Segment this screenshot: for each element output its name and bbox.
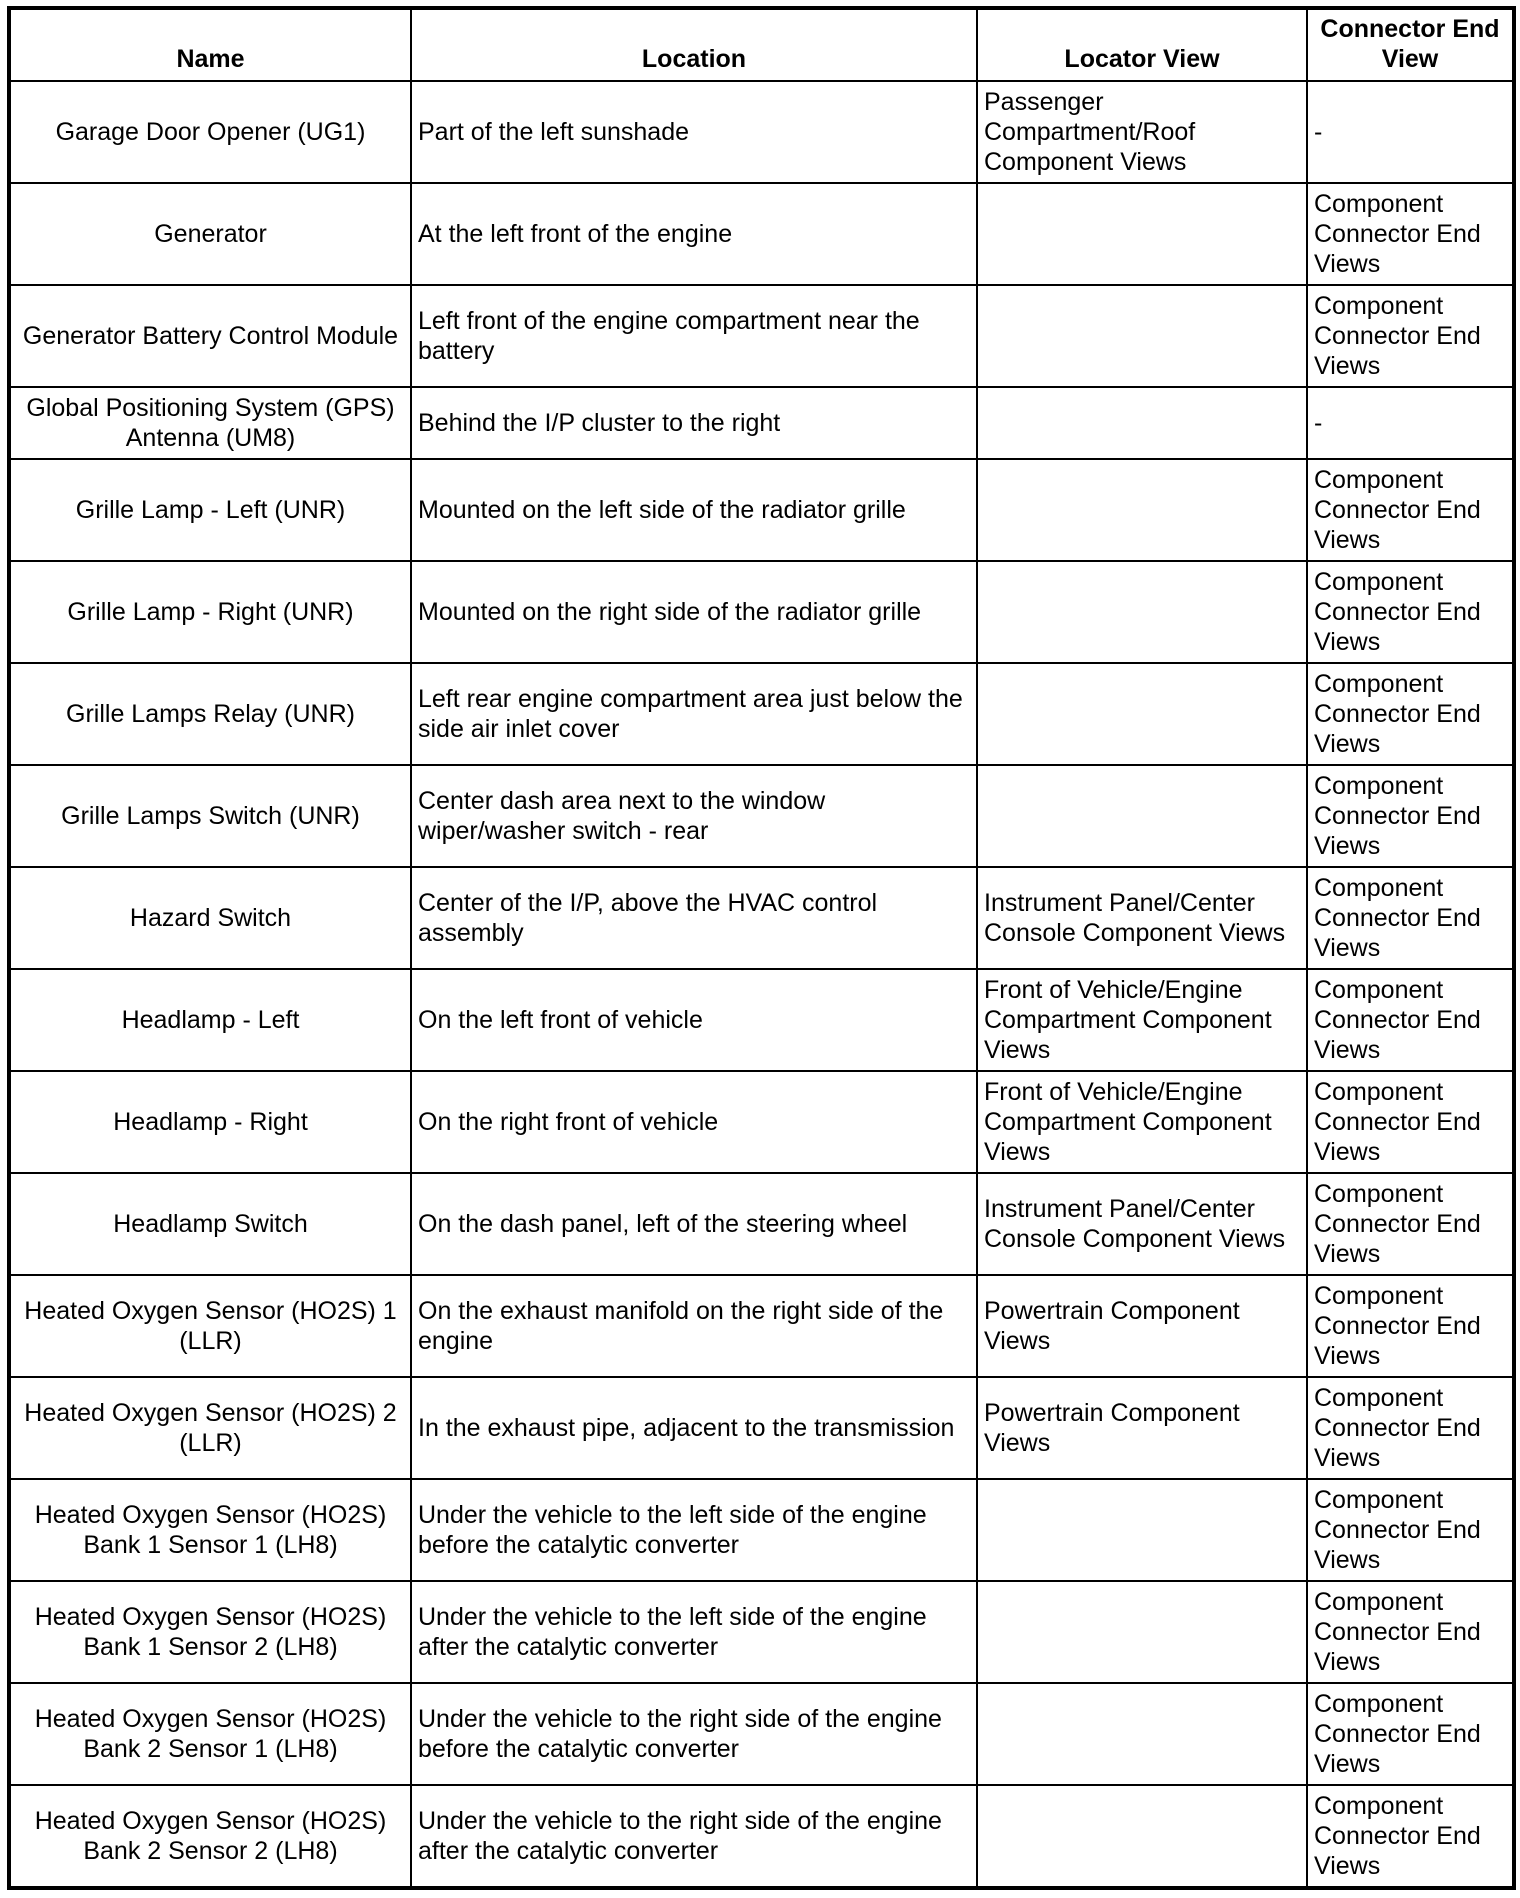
cell-locator-view (977, 765, 1307, 867)
cell-connector-end-view: Component Connector End Views (1307, 867, 1514, 969)
cell-location: Mounted on the left side of the radiator grille (411, 459, 977, 561)
table-row (9, 1785, 1514, 1888)
cell-locator-view: Passenger Compartment/Roof Component Views (977, 81, 1307, 183)
table-row (9, 285, 1514, 387)
cell-location: Mounted on the right side of the radiator grille (411, 561, 977, 663)
cell-locator-view: Powertrain Component Views (977, 1275, 1307, 1377)
cell-name: Grille Lamp - Right (UNR) (9, 561, 411, 663)
cell-locator-view: Front of Vehicle/Engine Compartment Component Views (977, 969, 1307, 1071)
cell-name: Grille Lamps Switch (UNR) (9, 765, 411, 867)
cell-connector-end-view: Component Connector End Views (1307, 1581, 1514, 1683)
table-row (9, 1173, 1514, 1275)
cell-connector-end-view: - (1307, 387, 1514, 459)
cell-connector-end-view: Component Connector End Views (1307, 1785, 1514, 1888)
cell-name: Heated Oxygen Sensor (HO2S) 2 (LLR) (9, 1377, 411, 1479)
table-row (9, 969, 1514, 1071)
cell-connector-end-view: Component Connector End Views (1307, 1173, 1514, 1275)
cell-connector-end-view: Component Connector End Views (1307, 1275, 1514, 1377)
cell-locator-view: Instrument Panel/Center Console Component Views (977, 867, 1307, 969)
cell-location: Left front of the engine compartment near the battery (411, 285, 977, 387)
table-row (9, 765, 1514, 867)
cell-connector-end-view: Component Connector End Views (1307, 1071, 1514, 1173)
cell-location: Under the vehicle to the right side of the engine after the catalytic converter (411, 1785, 977, 1888)
cell-name: Generator (9, 183, 411, 285)
table-row (9, 387, 1514, 459)
cell-locator-view: Instrument Panel/Center Console Component Views (977, 1173, 1307, 1275)
cell-name: Headlamp - Left (9, 969, 411, 1071)
cell-location: Under the vehicle to the right side of the engine before the catalytic converter (411, 1683, 977, 1785)
cell-location: Behind the I/P cluster to the right (411, 387, 977, 459)
cell-locator-view (977, 1479, 1307, 1581)
cell-location: On the dash panel, left of the steering wheel (411, 1173, 977, 1275)
cell-locator-view (977, 1581, 1307, 1683)
cell-location: On the exhaust manifold on the right side of the engine (411, 1275, 977, 1377)
table-row (9, 663, 1514, 765)
cell-name: Global Positioning System (GPS) Antenna (UM8) (9, 387, 411, 459)
cell-connector-end-view: - (1307, 81, 1514, 183)
header-locator-view: Locator View (977, 8, 1307, 81)
cell-locator-view (977, 663, 1307, 765)
cell-connector-end-view: Component Connector End Views (1307, 285, 1514, 387)
component-locator-table (7, 6, 1516, 1890)
table-row (9, 459, 1514, 561)
cell-location: Center dash area next to the window wiper/washer switch - rear (411, 765, 977, 867)
cell-connector-end-view: Component Connector End Views (1307, 1377, 1514, 1479)
cell-name: Heated Oxygen Sensor (HO2S) Bank 2 Sensor 2 (LH8) (9, 1785, 411, 1888)
table-row (9, 81, 1514, 183)
cell-name: Hazard Switch (9, 867, 411, 969)
cell-location: Left rear engine compartment area just below the side air inlet cover (411, 663, 977, 765)
cell-name: Heated Oxygen Sensor (HO2S) 1 (LLR) (9, 1275, 411, 1377)
cell-name: Heated Oxygen Sensor (HO2S) Bank 2 Sensor 1 (LH8) (9, 1683, 411, 1785)
cell-connector-end-view: Component Connector End Views (1307, 561, 1514, 663)
cell-locator-view (977, 387, 1307, 459)
table-row (9, 1581, 1514, 1683)
cell-name: Grille Lamp - Left (UNR) (9, 459, 411, 561)
cell-connector-end-view: Component Connector End Views (1307, 183, 1514, 285)
cell-location: Under the vehicle to the left side of the engine before the catalytic converter (411, 1479, 977, 1581)
cell-name: Heated Oxygen Sensor (HO2S) Bank 1 Sensor 1 (LH8) (9, 1479, 411, 1581)
table-row (9, 561, 1514, 663)
cell-locator-view (977, 285, 1307, 387)
cell-locator-view (977, 459, 1307, 561)
table-row (9, 867, 1514, 969)
cell-connector-end-view: Component Connector End Views (1307, 765, 1514, 867)
cell-name: Generator Battery Control Module (9, 285, 411, 387)
header-location: Location (411, 8, 977, 81)
cell-location: Center of the I/P, above the HVAC control assembly (411, 867, 977, 969)
table-row (9, 1377, 1514, 1479)
cell-location: On the right front of vehicle (411, 1071, 977, 1173)
cell-name: Grille Lamps Relay (UNR) (9, 663, 411, 765)
cell-name: Headlamp Switch (9, 1173, 411, 1275)
cell-connector-end-view: Component Connector End Views (1307, 1479, 1514, 1581)
cell-location: At the left front of the engine (411, 183, 977, 285)
cell-location: Under the vehicle to the left side of the engine after the catalytic converter (411, 1581, 977, 1683)
cell-location: In the exhaust pipe, adjacent to the transmission (411, 1377, 977, 1479)
cell-locator-view: Powertrain Component Views (977, 1377, 1307, 1479)
cell-connector-end-view: Component Connector End Views (1307, 1683, 1514, 1785)
cell-locator-view (977, 561, 1307, 663)
cell-name: Headlamp - Right (9, 1071, 411, 1173)
table-body (9, 81, 1514, 1888)
header-connector-end-view: Connector End View (1307, 8, 1514, 81)
cell-locator-view (977, 183, 1307, 285)
cell-name: Heated Oxygen Sensor (HO2S) Bank 1 Sensor 2 (LH8) (9, 1581, 411, 1683)
cell-locator-view: Front of Vehicle/Engine Compartment Component Views (977, 1071, 1307, 1173)
cell-connector-end-view: Component Connector End Views (1307, 663, 1514, 765)
cell-location: Part of the left sunshade (411, 81, 977, 183)
cell-location: On the left front of vehicle (411, 969, 977, 1071)
table-row (9, 1275, 1514, 1377)
cell-locator-view (977, 1785, 1307, 1888)
table-row (9, 1683, 1514, 1785)
cell-connector-end-view: Component Connector End Views (1307, 459, 1514, 561)
header-name: Name (9, 8, 411, 81)
table-header-row (9, 8, 1514, 81)
table-row (9, 183, 1514, 285)
cell-locator-view (977, 1683, 1307, 1785)
cell-connector-end-view: Component Connector End Views (1307, 969, 1514, 1071)
cell-name: Garage Door Opener (UG1) (9, 81, 411, 183)
table-row (9, 1479, 1514, 1581)
table-row (9, 1071, 1514, 1173)
